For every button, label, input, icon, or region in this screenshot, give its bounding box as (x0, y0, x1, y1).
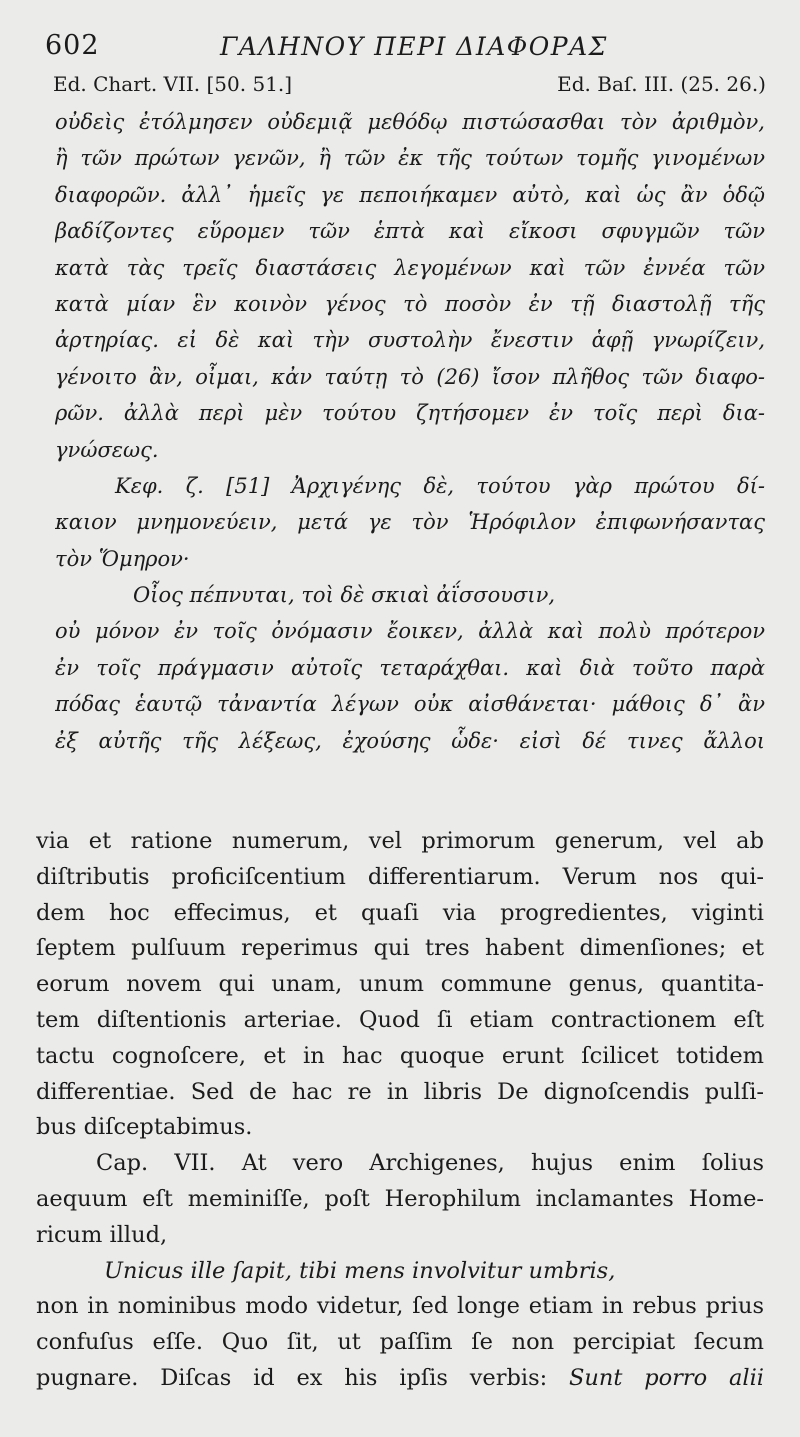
greek-text-block (55, 104, 765, 759)
latin-line: confuſus eſſe. Quo ſit, ut paſſim ſe non percipiat ſecum (36, 1329, 764, 1356)
latin-line: differentiae. Sed de hac re in libris De dignoſcendis pulſi- (36, 1078, 764, 1105)
latin-line: ricum illud, (36, 1221, 168, 1248)
running-title: ΓΑΛΗΝΟΥ ΠΕΡΙ ΔΙΑΦΟΡΑΣ (220, 32, 608, 61)
latin-verse-quote: Unicus ille ſapit, tibi mens involvitur umbris, (104, 1257, 616, 1284)
greek-line: βαδίζοντες εὕρομεν τῶν ἑπτὰ καὶ εἴκοσι σφυγμῶν τῶν (55, 219, 765, 244)
latin-final-line (36, 1361, 764, 1397)
latin-final-italic: Sunt porro alii (569, 1364, 764, 1391)
latin-chapter-heading-line: Cap. VII. At vero Archigenes, hujus enim ſolius (96, 1150, 764, 1177)
latin-line: eorum novem qui unam, unum commune genus, quantita- (36, 971, 764, 998)
greek-line: γνώσεως. (55, 437, 159, 462)
page-number: 602 (45, 30, 100, 61)
greek-chapter-heading-line: Κεφ. ζ. [51] Ἀρχιγένης δὲ, τούτου γὰρ πρώτου δί- (115, 473, 765, 498)
latin-line: ſeptem pulſuum reperimus qui tres habent dimenſiones; et (36, 935, 764, 962)
greek-line: ρῶν. ἀλλὰ περὶ μὲν τούτου ζητήσομεν ἐν τοῖς περὶ δια- (55, 401, 765, 426)
greek-line: ἐν τοῖς πράγμασιν αὐτοῖς τεταράχθαι. καὶ διὰ τοῦτο παρὰ (55, 655, 765, 680)
latin-final-text: pugnare. Diſcas id ex his ipſis verbis: (36, 1364, 548, 1391)
latin-line: diſtributis proficiſcentium differentiarum. Verum nos qui- (36, 863, 764, 890)
greek-line: τὸν Ὅμηρον· (55, 546, 190, 571)
latin-line: tactu cognoſcere, et in hac quoque erunt ſcilicet totidem (36, 1042, 764, 1069)
greek-line: πόδας ἑαυτῷ τἀναντία λέγων οὐκ αἰσθάνεται· μάθοις δ᾽ ἂν (55, 692, 765, 717)
latin-line: tem diſtentionis arteriae. Quod ſi etiam contractionem eſt (36, 1006, 764, 1033)
greek-line: ἢ τῶν πρώτων γενῶν, ἢ τῶν ἐκ τῆς τούτων τομῆς γινομένων (55, 146, 765, 171)
latin-line: aequum eſt meminiſſe, poſt Herophilum inclamantes Home- (36, 1185, 764, 1212)
latin-line: dem hoc effecimus, et quaſi via progredientes, viginti (36, 899, 764, 926)
greek-line: γένοιτο ἂν, οἶμαι, κἀν ταύτῃ τὸ (26) ἴσον πλῆθος τῶν διαφο- (55, 364, 765, 389)
greek-line: κατὰ τὰς τρεῖς διαστάσεις λεγομένων καὶ τῶν ἐννέα τῶν (55, 255, 765, 280)
latin-line: bus diſceptabimus. (36, 1114, 253, 1141)
greek-line: οὐ μόνον ἐν τοῖς ὀνόμασιν ἔοικεν, ἀλλὰ καὶ πολὺ πρότερον (55, 619, 765, 644)
latin-line: non in nominibus modo videtur, ſed longe etiam in rebus prius (36, 1293, 764, 1320)
section-divider (36, 778, 764, 779)
greek-line: κατὰ μίαν ἓν κοινὸν γένος τὸ ποσὸν ἐν τῇ διαστολῇ τῆς (55, 291, 765, 316)
latin-line: via et ratione numerum, vel primorum generum, vel ab (36, 828, 764, 854)
edition-basel-ref: Ed. Baſ. III. (25. 26.) (557, 72, 766, 96)
latin-text-block (36, 824, 764, 1397)
greek-line: διαφορῶν. ἀλλ᾽ ἡμεῖς γε πεποιήκαμεν αὐτὸ, καὶ ὡς ἂν ὁδῷ (55, 182, 765, 207)
greek-line: ἀρτηρίας. εἰ δὲ καὶ τὴν συστολὴν ἔνεστιν ἁφῇ γνωρίζειν, (55, 328, 765, 353)
greek-line: ἐξ αὐτῆς τῆς λέξεως, ἐχούσης ὧδε· εἰσὶ δέ τινες ἄλλοι (55, 728, 765, 753)
edition-chartier-ref: Ed. Chart. VII. [50. 51.] (53, 72, 293, 96)
edition-reference-line (53, 72, 766, 102)
greek-line: οὐδεὶς ἐτόλμησεν οὐδεμιᾷ μεθόδῳ πιστώσασθαι τὸν ἀριθμὸν, (55, 110, 765, 134)
greek-line: καιον μνημονεύειν, μετά γε τὸν Ἡρόφιλον ἐπιφωνήσαντας (55, 510, 765, 535)
greek-verse-quote: Οἶος πέπνυται, τοὶ δὲ σκιαὶ ἀΐσσουσιν, (133, 583, 556, 608)
running-head (40, 28, 766, 68)
